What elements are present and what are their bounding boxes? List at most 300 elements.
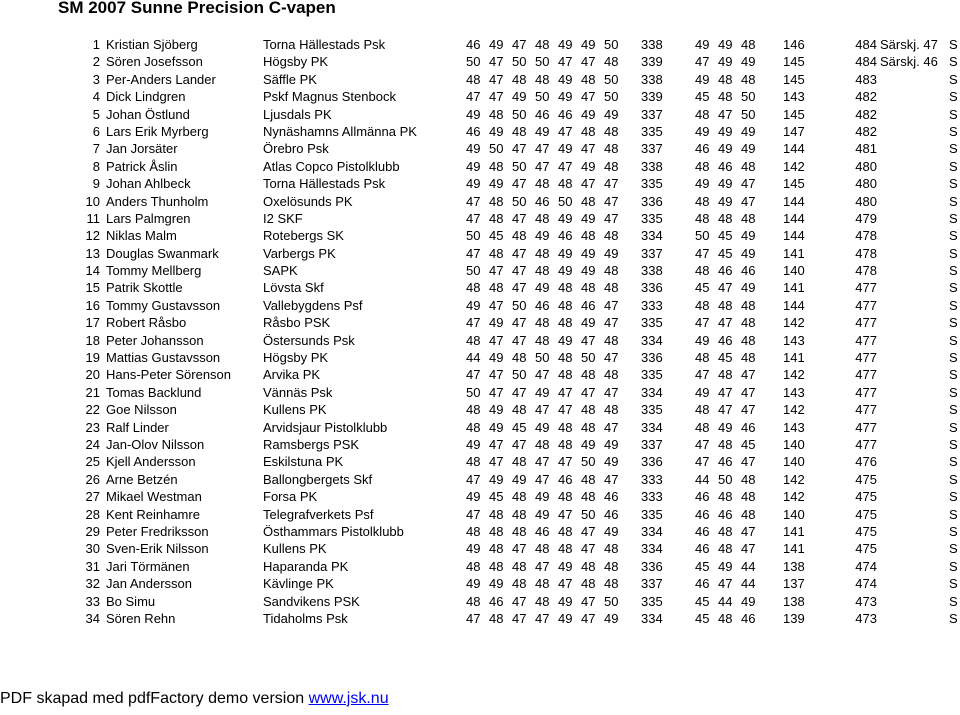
series-score: 48 <box>581 280 596 296</box>
final-score: 48 <box>695 193 710 209</box>
final-score: 44 <box>718 593 733 609</box>
series-score: 48 <box>604 541 619 557</box>
final-total: 142 <box>783 471 805 487</box>
shooter-name: Tommy Mellberg <box>106 263 202 279</box>
rank-cell: 12 <box>85 228 100 244</box>
series-score: 49 <box>535 280 550 296</box>
series-score: 48 <box>581 419 596 435</box>
series-score: 47 <box>466 315 481 331</box>
series-score: 48 <box>581 228 596 244</box>
club-name: I2 SKF <box>263 210 303 226</box>
series-score: 48 <box>535 37 550 52</box>
series-score: 48 <box>489 106 504 122</box>
series-score: 47 <box>512 541 527 557</box>
total-score: 483 <box>855 71 877 87</box>
series-score: 47 <box>489 89 504 105</box>
series-score: 49 <box>466 576 481 592</box>
rank-cell: 31 <box>85 558 100 574</box>
final-score: 49 <box>741 593 756 609</box>
rank-cell: 33 <box>85 593 100 609</box>
series-score: 50 <box>466 228 481 244</box>
rank-cell: 14 <box>85 263 100 279</box>
series-score: 46 <box>489 593 504 609</box>
series-score: 49 <box>466 297 481 313</box>
final-score: 45 <box>695 610 710 626</box>
series-score: 44 <box>466 350 481 366</box>
class-cell: S <box>949 106 958 122</box>
series-score: 48 <box>535 436 550 452</box>
shooter-name: Hans-Peter Sörenson <box>106 367 232 383</box>
subtotal-score: 336 <box>641 193 663 209</box>
series-score: 45 <box>489 228 504 244</box>
final-score: 50 <box>741 89 756 105</box>
series-score: 48 <box>558 419 573 435</box>
final-score: 47 <box>741 176 756 192</box>
club-name: Kullens PK <box>263 402 327 418</box>
total-score: 475 <box>855 489 877 505</box>
series-score: 47 <box>604 210 619 226</box>
final-total: 143 <box>783 89 805 105</box>
series-score: 47 <box>512 610 527 626</box>
club-name: Östersunds Psk <box>263 332 355 348</box>
series-score: 49 <box>466 541 481 557</box>
final-total: 144 <box>783 297 805 313</box>
series-score: 48 <box>512 123 527 139</box>
final-score: 49 <box>718 54 733 70</box>
final-score: 47 <box>695 245 710 261</box>
total-score: 473 <box>855 610 877 626</box>
series-score: 49 <box>604 454 619 470</box>
series-score: 47 <box>535 454 550 470</box>
series-score: 48 <box>604 228 619 244</box>
series-score: 47 <box>466 471 481 487</box>
final-total: 140 <box>783 436 805 452</box>
series-score: 48 <box>466 71 481 87</box>
subtotal-score: 333 <box>641 489 663 505</box>
club-name: Telegrafverkets Psf <box>263 506 374 522</box>
table-row <box>0 366 960 383</box>
rank-cell: 8 <box>92 158 100 174</box>
class-cell: S <box>949 367 958 383</box>
total-score: 482 <box>855 89 877 105</box>
club-name: Ljusdals PK <box>263 106 332 122</box>
series-score: 48 <box>558 350 573 366</box>
final-score: 49 <box>695 71 710 87</box>
final-score: 48 <box>718 210 733 226</box>
total-score: 477 <box>855 332 877 348</box>
subtotal-score: 338 <box>641 263 663 279</box>
final-total: 144 <box>783 228 805 244</box>
series-score: 48 <box>512 489 527 505</box>
shooter-name: Robert Råsbo <box>106 315 187 331</box>
series-score: 48 <box>512 228 527 244</box>
series-score: 47 <box>535 471 550 487</box>
final-total: 144 <box>783 193 805 209</box>
final-total: 141 <box>783 541 805 557</box>
series-score: 47 <box>535 558 550 574</box>
final-score: 48 <box>718 367 733 383</box>
final-score: 45 <box>718 350 733 366</box>
final-total: 145 <box>783 71 805 87</box>
subtotal-score: 337 <box>641 576 663 592</box>
class-cell: S <box>949 37 958 52</box>
table-row <box>0 106 960 123</box>
series-score: 47 <box>604 471 619 487</box>
shooter-name: Jan Jorsäter <box>106 141 178 157</box>
class-cell: S <box>949 89 958 105</box>
class-cell: S <box>949 454 958 470</box>
rank-cell: 11 <box>86 210 100 226</box>
subtotal-score: 337 <box>641 106 663 122</box>
series-score: 49 <box>466 489 481 505</box>
class-cell: S <box>949 245 958 261</box>
final-score: 49 <box>718 558 733 574</box>
total-score: 473 <box>855 593 877 609</box>
series-score: 46 <box>604 506 619 522</box>
final-score: 45 <box>741 436 756 452</box>
series-score: 48 <box>466 558 481 574</box>
class-cell: S <box>949 506 958 522</box>
series-score: 48 <box>604 367 619 383</box>
series-score: 47 <box>535 158 550 174</box>
series-score: 48 <box>535 576 550 592</box>
series-score: 50 <box>581 506 596 522</box>
final-score: 46 <box>695 576 710 592</box>
series-score: 48 <box>489 610 504 626</box>
shooter-name: Jan Andersson <box>106 576 193 592</box>
series-score: 48 <box>466 280 481 296</box>
final-total: 141 <box>783 523 805 539</box>
series-score: 48 <box>512 454 527 470</box>
series-score: 48 <box>512 576 527 592</box>
total-score: 477 <box>855 297 877 313</box>
series-score: 47 <box>512 210 527 226</box>
series-score: 48 <box>512 71 527 87</box>
subtotal-score: 335 <box>641 367 663 383</box>
final-score: 46 <box>695 506 710 522</box>
final-score: 46 <box>741 610 756 626</box>
shooter-name: Anders Thunholm <box>106 193 209 209</box>
series-score: 48 <box>558 280 573 296</box>
final-score: 47 <box>695 315 710 331</box>
series-score: 47 <box>581 89 596 105</box>
shooter-name: Sören Rehn <box>106 610 176 626</box>
series-score: 48 <box>489 210 504 226</box>
series-score: 49 <box>489 576 504 592</box>
series-score: 49 <box>489 419 504 435</box>
class-cell: S <box>949 402 958 418</box>
subtotal-score: 333 <box>641 297 663 313</box>
series-score: 47 <box>489 297 504 313</box>
series-score: 47 <box>604 297 619 313</box>
series-score: 48 <box>581 489 596 505</box>
final-total: 142 <box>783 315 805 331</box>
shooter-name: Lars Erik Myrberg <box>106 123 209 139</box>
table-row <box>0 262 960 279</box>
final-score: 47 <box>741 402 756 418</box>
total-score: 478 <box>855 263 877 279</box>
final-score: 46 <box>695 541 710 557</box>
table-row <box>0 384 960 401</box>
final-score: 48 <box>718 71 733 87</box>
final-score: 48 <box>741 506 756 522</box>
series-score: 50 <box>535 350 550 366</box>
shooter-name: Patrik Skottle <box>106 280 183 296</box>
rank-cell: 20 <box>85 367 100 383</box>
subtotal-score: 336 <box>641 454 663 470</box>
subtotal-score: 338 <box>641 158 663 174</box>
series-score: 49 <box>581 436 596 452</box>
series-score: 48 <box>512 402 527 418</box>
subtotal-score: 338 <box>641 71 663 87</box>
club-name: Högsby PK <box>263 350 329 366</box>
rank-cell: 10 <box>85 193 100 209</box>
final-total: 144 <box>783 210 805 226</box>
series-score: 48 <box>581 576 596 592</box>
rank-cell: 6 <box>92 123 100 139</box>
series-score: 48 <box>604 402 619 418</box>
table-row <box>0 593 960 610</box>
series-score: 47 <box>489 384 504 400</box>
final-score: 49 <box>695 332 710 348</box>
total-score: 477 <box>855 315 877 331</box>
class-cell: S <box>949 123 958 139</box>
series-score: 48 <box>535 210 550 226</box>
final-score: 45 <box>718 228 733 244</box>
final-score: 46 <box>741 419 756 435</box>
rank-cell: 4 <box>92 89 100 105</box>
series-score: 48 <box>466 419 481 435</box>
rank-cell: 5 <box>92 106 100 122</box>
series-score: 46 <box>535 523 550 539</box>
table-row <box>0 158 960 175</box>
club-name: Pskf Magnus Stenbock <box>263 89 396 105</box>
final-score: 48 <box>718 610 733 626</box>
rank-cell: 1 <box>92 37 100 52</box>
series-score: 49 <box>581 210 596 226</box>
total-score: 477 <box>855 367 877 383</box>
series-score: 46 <box>558 471 573 487</box>
total-score: 475 <box>855 523 877 539</box>
series-score: 47 <box>604 419 619 435</box>
class-cell: S <box>949 350 958 366</box>
table-row <box>0 575 960 592</box>
club-name: Torna Hällestads Psk <box>263 176 386 192</box>
final-score: 48 <box>718 436 733 452</box>
final-total: 144 <box>783 141 805 157</box>
class-cell: S <box>949 576 958 592</box>
final-score: 49 <box>718 37 733 52</box>
series-score: 49 <box>466 158 481 174</box>
shooter-name: Sven-Erik Nilsson <box>106 541 209 557</box>
subtotal-score: 335 <box>641 123 663 139</box>
rank-cell: 32 <box>85 576 100 592</box>
table-row <box>0 610 960 627</box>
rank-cell: 26 <box>85 471 100 487</box>
series-score: 50 <box>604 593 619 609</box>
final-score: 46 <box>718 158 733 174</box>
table-row <box>0 123 960 140</box>
final-score: 47 <box>718 106 733 122</box>
total-score: 477 <box>855 384 877 400</box>
club-name: Ramsbergs PSK <box>263 436 360 452</box>
series-score: 48 <box>581 123 596 139</box>
total-score: 475 <box>855 541 877 557</box>
shooter-name: Bo Simu <box>106 593 156 609</box>
final-score: 47 <box>718 280 733 296</box>
subtotal-score: 336 <box>641 280 663 296</box>
shooter-name: Tommy Gustavsson <box>106 297 221 313</box>
final-total: 145 <box>783 54 805 70</box>
total-score: 480 <box>855 158 877 174</box>
series-score: 48 <box>558 436 573 452</box>
final-score: 49 <box>718 123 733 139</box>
final-score: 48 <box>741 71 756 87</box>
series-score: 47 <box>512 280 527 296</box>
series-score: 49 <box>466 176 481 192</box>
final-total: 140 <box>783 506 805 522</box>
class-cell: S <box>949 210 958 226</box>
footer <box>0 690 389 708</box>
shooter-name: Lars Palmgren <box>106 210 191 226</box>
total-score: 477 <box>855 350 877 366</box>
final-score: 47 <box>695 454 710 470</box>
series-score: 49 <box>535 506 550 522</box>
final-score: 49 <box>718 176 733 192</box>
club-name: Haparanda PK <box>263 558 349 574</box>
series-score: 48 <box>558 541 573 557</box>
table-row <box>0 523 960 540</box>
subtotal-score: 335 <box>641 593 663 609</box>
final-score: 48 <box>695 210 710 226</box>
shooter-name: Kjell Andersson <box>106 454 196 470</box>
table-row <box>0 332 960 349</box>
series-score: 50 <box>512 106 527 122</box>
final-score: 49 <box>741 228 756 244</box>
series-score: 47 <box>558 454 573 470</box>
series-score: 49 <box>581 106 596 122</box>
class-cell: S <box>949 489 958 505</box>
final-score: 48 <box>718 89 733 105</box>
final-score: 48 <box>695 297 710 313</box>
series-score: 48 <box>535 71 550 87</box>
shooter-name: Johan Östlund <box>106 106 190 122</box>
subtotal-score: 339 <box>641 54 663 70</box>
final-total: 138 <box>783 558 805 574</box>
subtotal-score: 335 <box>641 176 663 192</box>
final-score: 49 <box>741 245 756 261</box>
results-table <box>0 36 960 627</box>
club-name: Vallebygdens Psf <box>263 297 363 313</box>
series-score: 46 <box>581 297 596 313</box>
final-score: 48 <box>695 350 710 366</box>
series-score: 50 <box>604 37 619 52</box>
club-name: Torna Hällestads Psk <box>263 37 386 52</box>
final-total: 139 <box>783 610 805 626</box>
total-score: 476 <box>855 454 877 470</box>
final-total: 140 <box>783 263 805 279</box>
shooter-name: Dick Lindgren <box>106 89 186 105</box>
series-score: 48 <box>558 176 573 192</box>
subtotal-score: 337 <box>641 436 663 452</box>
table-row <box>0 210 960 227</box>
final-total: 137 <box>783 576 805 592</box>
final-score: 47 <box>718 384 733 400</box>
subtotal-score: 334 <box>641 419 663 435</box>
series-score: 48 <box>604 263 619 279</box>
class-cell: S <box>949 176 958 192</box>
series-score: 47 <box>466 506 481 522</box>
final-score: 49 <box>695 123 710 139</box>
class-cell: S <box>949 558 958 574</box>
series-score: 48 <box>535 245 550 261</box>
final-score: 48 <box>741 37 756 52</box>
table-row <box>0 175 960 192</box>
club-name: Kävlinge PK <box>263 576 334 592</box>
series-score: 50 <box>604 89 619 105</box>
class-cell: S <box>949 332 958 348</box>
series-score: 48 <box>604 54 619 70</box>
final-score: 47 <box>741 541 756 557</box>
club-name: Örebro Psk <box>263 141 329 157</box>
total-score: 482 <box>855 106 877 122</box>
rank-cell: 28 <box>85 506 100 522</box>
club-name: Ballongbergets Skf <box>263 471 373 487</box>
club-name: Kullens PK <box>263 541 327 557</box>
final-score: 49 <box>695 384 710 400</box>
series-score: 48 <box>535 541 550 557</box>
series-score: 47 <box>581 384 596 400</box>
class-cell: S <box>949 436 958 452</box>
total-score: 478 <box>855 245 877 261</box>
series-score: 48 <box>512 523 527 539</box>
class-cell: S <box>949 263 958 279</box>
class-cell: S <box>949 141 958 157</box>
series-score: 50 <box>466 263 481 279</box>
final-total: 145 <box>783 106 805 122</box>
series-score: 49 <box>604 106 619 122</box>
series-score: 48 <box>535 176 550 192</box>
shooter-name: Tomas Backlund <box>106 384 202 400</box>
final-score: 47 <box>741 193 756 209</box>
final-score: 46 <box>695 523 710 539</box>
class-cell: S <box>949 315 958 331</box>
shooter-name: Peter Johansson <box>106 332 204 348</box>
club-name: Råsbo PSK <box>263 315 331 331</box>
class-cell: S <box>949 610 958 626</box>
final-total: 147 <box>783 123 805 139</box>
series-score: 47 <box>489 54 504 70</box>
subtotal-score: 334 <box>641 332 663 348</box>
footer-link[interactable]: www.jsk.nu <box>308 690 389 707</box>
club-name: Varbergs PK <box>263 245 336 261</box>
rank-cell: 25 <box>85 454 100 470</box>
series-score: 46 <box>604 489 619 505</box>
series-score: 46 <box>466 123 481 139</box>
series-score: 49 <box>558 610 573 626</box>
club-name: Säffle PK <box>263 71 317 87</box>
series-score: 48 <box>604 558 619 574</box>
shooter-name: Johan Ahlbeck <box>106 176 191 192</box>
series-score: 48 <box>535 332 550 348</box>
final-total: 143 <box>783 332 805 348</box>
series-score: 47 <box>581 541 596 557</box>
class-cell: S <box>949 280 958 296</box>
final-score: 46 <box>695 489 710 505</box>
series-score: 48 <box>489 558 504 574</box>
shooter-name: Jari Törmänen <box>106 558 190 574</box>
final-score: 47 <box>718 315 733 331</box>
